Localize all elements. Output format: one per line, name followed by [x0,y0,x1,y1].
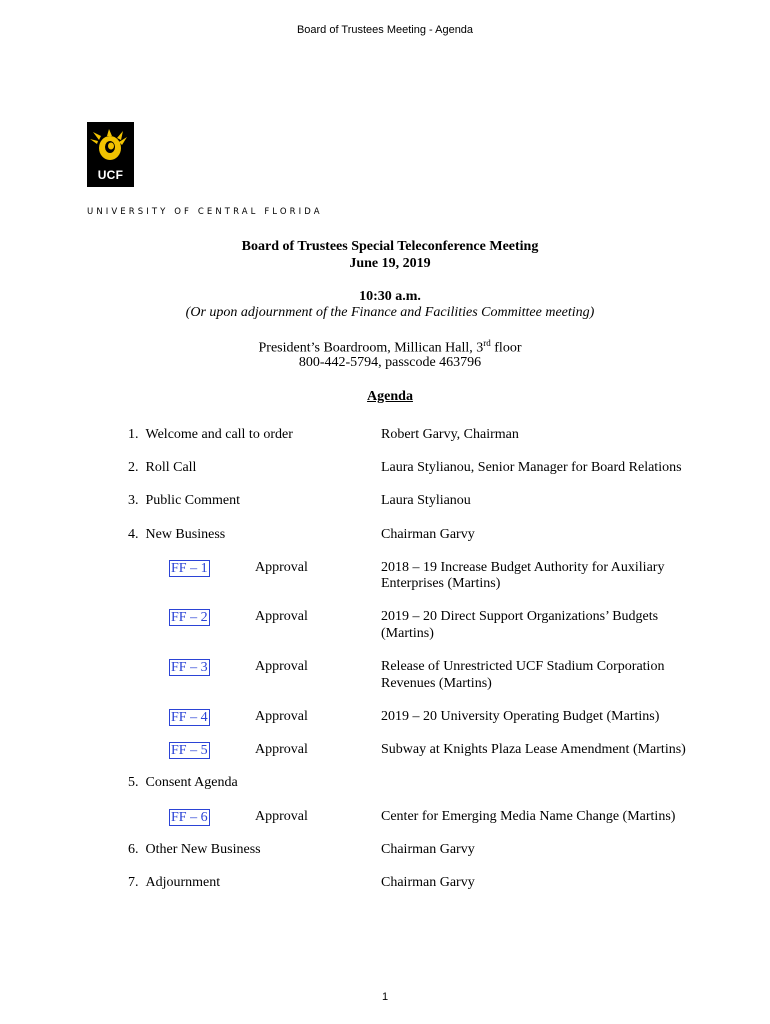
ff-5-action: Approval [255,742,308,757]
agenda-item-7-presenter: Chairman Garvy [381,875,475,890]
ff-5-description: Subway at Knights Plaza Lease Amendment (Martins) [381,742,686,757]
item-number: 1. [128,427,139,442]
agenda-item-3-presenter: Laura Stylianou [381,493,471,508]
agenda-item-4 [128,527,225,543]
ff-6-description: Center for Emerging Media Name Change (Martins) [381,809,676,824]
agenda-heading: Agenda [367,389,413,404]
location-superscript: rd [483,338,491,348]
meeting-note: (Or upon adjournment of the Finance and Facilities Committee meeting) [185,305,595,320]
university-name: UNIVERSITY OF CENTRAL FLORIDA [87,207,323,217]
meeting-phone: 800-442-5794, passcode 463796 [298,355,482,370]
ff-3-description-cont: Revenues (Martins) [381,676,492,691]
ff-1-description: 2018 – 19 Increase Budget Authority for Auxiliary [381,560,665,575]
agenda-item-7 [128,875,220,891]
item-number: 6. [128,842,139,857]
ff-4-description: 2019 – 20 University Operating Budget (Martins) [381,709,660,724]
item-label: Roll Call [145,460,197,475]
meeting-title: Board of Trustees Special Teleconference Meeting [241,239,539,254]
location-text: President’s Boardroom, Millican Hall, 3 [258,340,484,356]
item-number: 2. [128,460,139,475]
ff-4-link[interactable]: FF – 4 [171,710,208,725]
item-number: 5. [128,775,139,790]
agenda-item-3 [128,493,240,509]
ff-2-description-cont: (Martins) [381,626,434,641]
item-label: New Business [145,527,226,542]
agenda-item-5 [128,775,238,791]
ff-1-action: Approval [255,560,308,575]
agenda-item-4-presenter: Chairman Garvy [381,527,475,542]
agenda-item-6-presenter: Chairman Garvy [381,842,475,857]
ff-1-link[interactable]: FF – 1 [171,561,208,576]
ff-4-action: Approval [255,709,308,724]
ff-6-action: Approval [255,809,308,824]
item-number: 7. [128,875,139,890]
ff-2-action: Approval [255,609,308,624]
ff-6-link[interactable]: FF – 6 [171,810,208,825]
item-label: Consent Agenda [145,775,238,790]
ff-3-action: Approval [255,659,308,674]
running-header: Board of Trustees Meeting - Agenda [296,24,474,36]
ff-2-link[interactable]: FF – 2 [171,610,208,625]
item-label: Adjournment [145,875,221,890]
agenda-item-1-presenter: Robert Garvy, Chairman [381,427,519,442]
logo-wordmark: UCF [97,168,124,182]
agenda-item-1 [128,427,293,443]
item-number: 3. [128,493,139,508]
agenda-item-6 [128,842,261,858]
page-number: 1 [381,991,389,1003]
agenda-item-2-presenter: Laura Stylianou, Senior Manager for Board Relations [381,460,682,475]
item-number: 4. [128,527,139,542]
item-label: Welcome and call to order [145,427,293,442]
ucf-logo [87,122,134,187]
meeting-date: June 19, 2019 [349,256,431,271]
pegasus-icon [87,122,134,170]
location-floor: floor [490,340,522,356]
ff-3-description: Release of Unrestricted UCF Stadium Corporation [381,659,665,674]
item-label: Public Comment [145,493,240,508]
agenda-item-2 [128,460,196,476]
meeting-location [0,338,770,357]
ff-2-description: 2019 – 20 Direct Support Organizations’ Budgets [381,609,659,624]
item-label: Other New Business [145,842,261,857]
ff-3-link[interactable]: FF – 3 [171,660,208,675]
ff-1-description-cont: Enterprises (Martins) [381,576,501,591]
ff-5-link[interactable]: FF – 5 [171,743,208,758]
meeting-time: 10:30 a.m. [359,289,421,304]
